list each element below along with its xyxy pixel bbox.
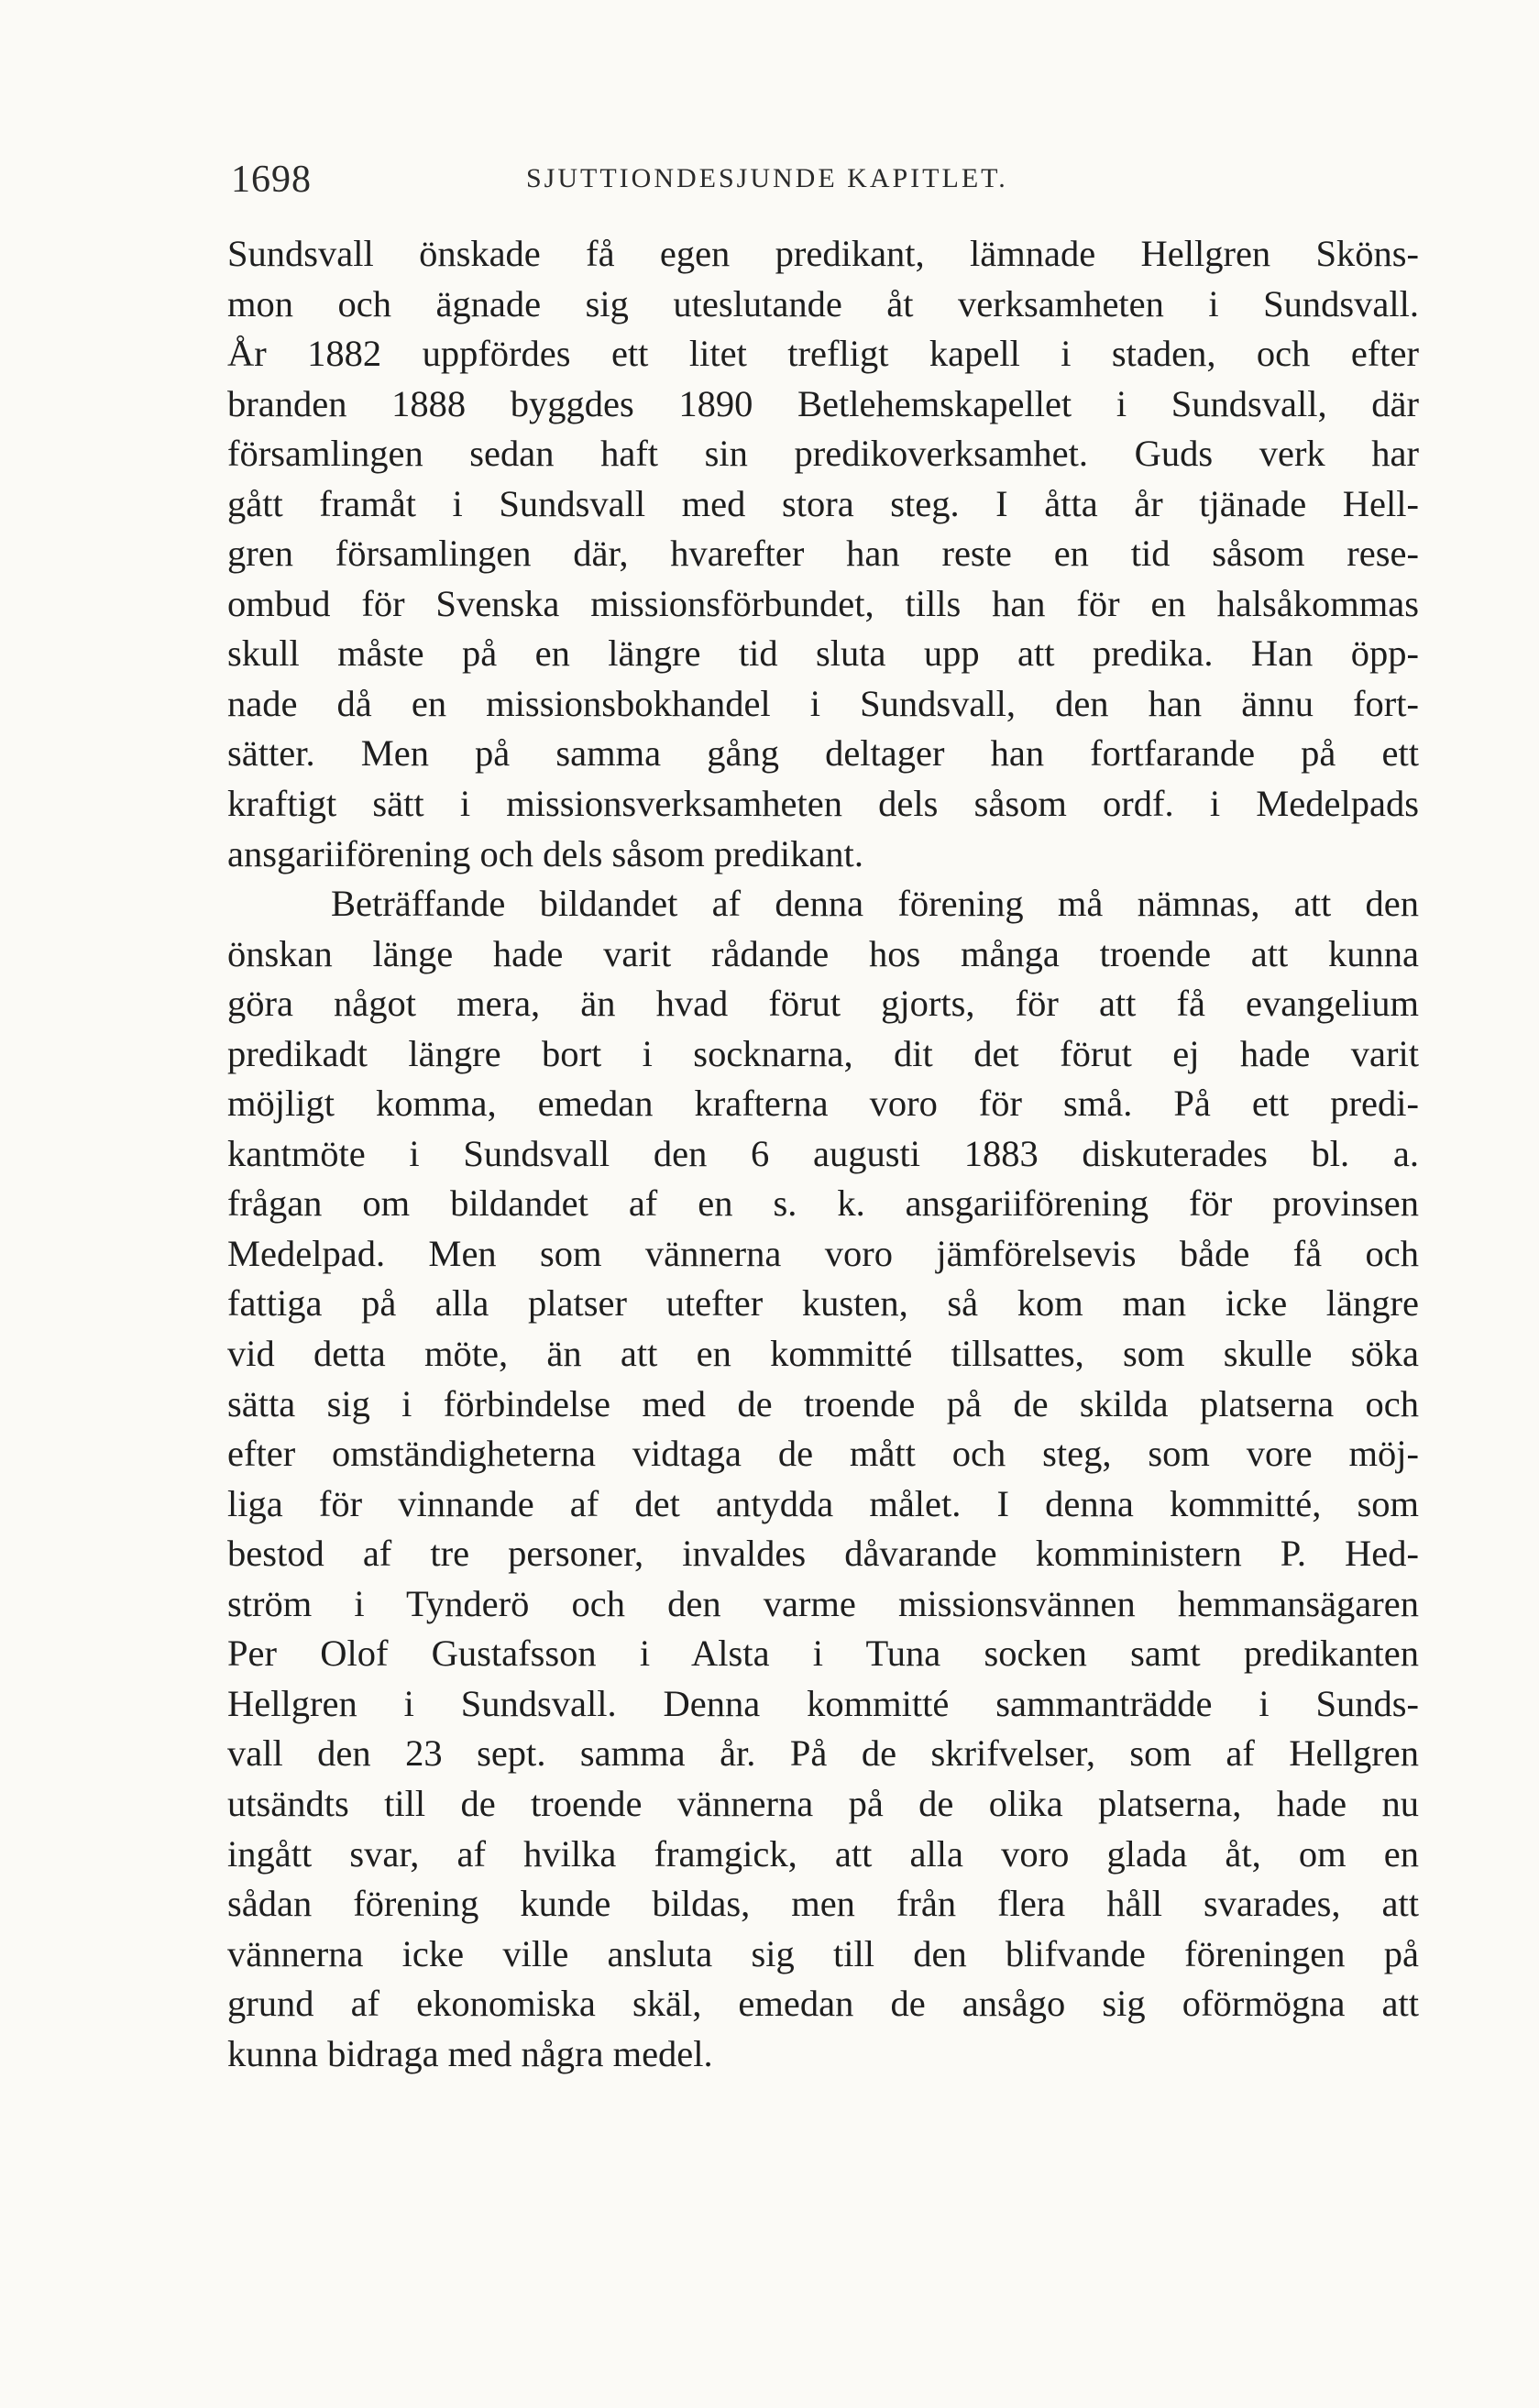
text-line: ström i Tynderö och den varme missionsvännen hemmansägaren bbox=[227, 1582, 1419, 1624]
text-line: predikadt längre bort i socknarna, dit det förut ej hade varit bbox=[227, 1032, 1419, 1074]
text-line: gått framåt i Sundsvall med stora steg. I åtta år tjänade Hell- bbox=[227, 482, 1419, 524]
text-line: vall den 23 sept. samma år. På de skrifvelser, som af Hellgren bbox=[227, 1732, 1419, 1775]
text-line: gren församlingen där, hvarefter han reste en tid såsom rese- bbox=[227, 533, 1419, 575]
text-line: skull måste på en längre tid sluta upp att predika. Han öpp- bbox=[227, 632, 1419, 675]
text-line: Sundsvall önskade få egen predikant, lämnade Hellgren Sköns- bbox=[227, 233, 1419, 274]
text-line: sådan förening kunde bildas, men från flera håll svarades, att bbox=[227, 1883, 1419, 1925]
text-line: efter omständigheterna vidtaga de mått och steg, som vore möj- bbox=[227, 1433, 1419, 1475]
text-line: utsändts till de troende vännerna på de olika platserna, hade nu bbox=[227, 1782, 1419, 1824]
text-line: sätta sig i förbindelse med de troende på de skilda platserna och bbox=[227, 1382, 1419, 1424]
chapter-title: SJUTTIONDESJUNDE KAPITLET. bbox=[526, 163, 1008, 193]
text-line: kraftigt sätt i missionsverksamheten dels såsom ordf. i Medelpads bbox=[227, 783, 1419, 825]
text-line: bestod af tre personer, invaldes dåvarande komministern P. Hed- bbox=[227, 1533, 1419, 1575]
text-line: År 1882 uppfördes ett litet trefligt kapell i staden, och efter bbox=[227, 333, 1419, 375]
text-line: mon och ägnade sig uteslutande åt verksamheten i Sundsvall. bbox=[227, 282, 1419, 324]
text-line: liga för vinnande af det antydda målet. I denna kommitté, som bbox=[227, 1482, 1419, 1524]
text-line: möjligt komma, emedan krafterna voro för små. På ett predi- bbox=[227, 1083, 1419, 1125]
text-line: göra något mera, än hvad förut gjorts, för att få evangelium bbox=[227, 983, 1419, 1025]
text-line: församlingen sedan haft sin predikoverksamhet. Guds verk har bbox=[227, 433, 1419, 475]
text-line: grund af ekonomiska skäl, emedan de ansågo sig oförmögna att bbox=[227, 1983, 1419, 2025]
text-line: ombud för Svenska missionsförbundet, tills han för en halsåkommas bbox=[227, 582, 1419, 624]
running-head bbox=[231, 158, 1423, 213]
text-line: önskan länge hade varit rådande hos många troende att kunna bbox=[227, 932, 1419, 974]
text-line: kunna bidraga med några medel. bbox=[227, 2032, 713, 2074]
text-line: nade då en missionsbokhandel i Sundsvall, den han ännu fort- bbox=[227, 682, 1419, 724]
text-line: Hellgren i Sundsvall. Denna kommitté sammanträdde i Sunds- bbox=[227, 1682, 1419, 1724]
text-line: ingått svar, af hvilka framgick, att alla voro glada åt, om en bbox=[227, 1832, 1419, 1875]
text-line: branden 1888 byggdes 1890 Betlehemskapellet i Sundsvall, där bbox=[227, 382, 1419, 424]
text-line: sätter. Men på samma gång deltager han fortfarande på ett bbox=[227, 732, 1419, 775]
text-line: vid detta möte, än att en kommitté tillsattes, som skulle söka bbox=[227, 1333, 1419, 1375]
page-number: 1698 bbox=[231, 159, 312, 201]
text-line: frågan om bildandet af en s. k. ansgariiförening för provinsen bbox=[227, 1182, 1419, 1225]
paragraph-start-line: Beträffande bildandet af denna förening må nämnas, att den bbox=[331, 883, 1419, 925]
text-line: Medelpad. Men som vännerna voro jämförelsevis både få och bbox=[227, 1232, 1419, 1274]
text-line: Per Olof Gustafsson i Alsta i Tuna socken samt predikanten bbox=[227, 1633, 1419, 1675]
text-line: kantmöte i Sundsvall den 6 augusti 1883 diskuterades bl. a. bbox=[227, 1132, 1419, 1174]
body-text bbox=[227, 229, 1419, 2079]
text-line: ansgariiförening och dels såsom predikant. bbox=[227, 832, 863, 874]
text-line: vännerna icke ville ansluta sig till den blifvande föreningen på bbox=[227, 1932, 1419, 1974]
text-line: fattiga på alla platser utefter kusten, så kom man icke längre bbox=[227, 1282, 1419, 1325]
